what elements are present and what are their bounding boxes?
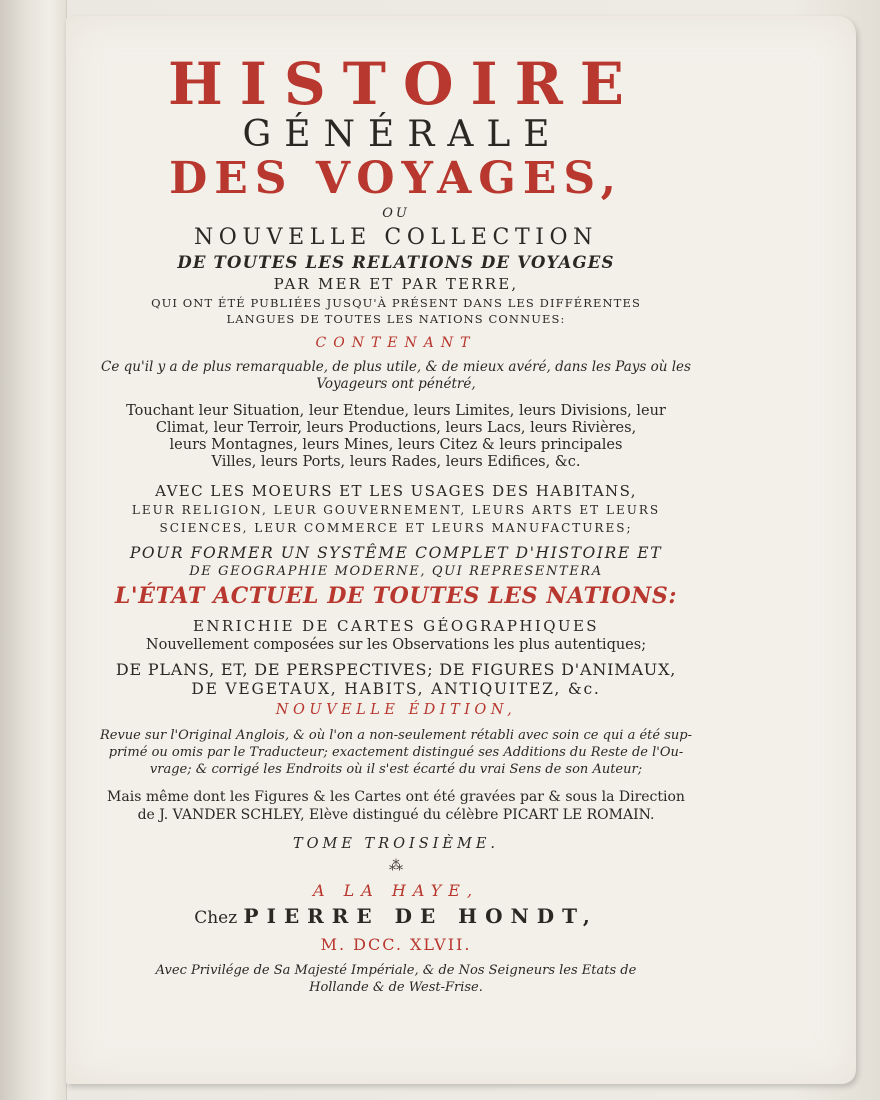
imprint-place: A LA HAYE, [312,881,480,900]
mais-line-1: Mais même dont les Figures & les Cartes ont été gravées par & sous la Direction [107,789,685,805]
imprint-publisher: PIERRE DE HONDT, [243,904,598,928]
title-ou: OU [382,206,410,221]
enrichie-observations: Nouvellement composées sur les Observations les plus autentiques; [145,637,647,653]
touchant-line-4: Villes, leurs Ports, leurs Rades, leurs Edifices, &c. [211,454,581,470]
imprint-publisher-line [96,902,696,932]
systeme-etat-actuel: L'ÉTAT ACTUEL DE TOUTES LES NATIONS: [114,583,678,609]
contenant-heading: CONTENANT [315,335,477,351]
enrichie-vegetaux: DE VEGETAUX, HABITS, ANTIQUITEZ, &c. [191,680,601,698]
moeurs-line-2: LEUR RELIGION, LEUR GOUVERNEMENT, LEURS ARTS ET LEURS [131,503,661,517]
subtitle-mer-terre: PAR MER ET PAR TERRE, [273,275,519,293]
subtitle-nouvelle-collection: NOUVELLE COLLECTION [193,225,599,250]
tome-troisieme: TOME TROISIÈME. [292,836,500,852]
title-page-text [96,52,696,996]
privilege-line-1: Avec Privilége de Sa Majesté Impériale, & de Nos Seigneurs les Etats de [155,963,637,978]
title-des-voyages: DES VOYAGES, [169,153,623,204]
subtitle-publiees: QUI ONT ÉTÉ PUBLIÉES JUSQU'À PRÉSENT DANS LES DIFFÉRENTES [151,296,641,310]
enrichie-plans: DE PLANS, ET, DE PERSPECTIVES; DE FIGURES D'ANIMAUX, [115,660,677,679]
enrichie-cartes: ENRICHIE DE CARTES GÉOGRAPHIQUES [193,617,599,635]
revue-line-3: vrage; & corrigé les Endroits où il s'est écarté du vrai Sens de son Auteur; [149,762,643,777]
imprint-chez: Chez [194,908,238,928]
moeurs-line-3: SCIENCES, LEUR COMMERCE ET LEURS MANUFACTURES; [159,521,633,535]
contenant-intro-2: Voyageurs ont pénétré, [316,376,476,392]
title-histoire: HISTOIRE [167,50,642,118]
revue-line-2: primé ou omis par le Traducteur; exactement distingué ses Additions du Reste de l'Ou- [108,745,684,760]
touchant-line-2: Climat, leur Terroir, leurs Productions, leurs Lacs, leurs Rivières, [155,420,637,436]
mais-line-2: de J. VANDER SCHLEY, Elève distingué du célèbre PICART LE ROMAIN. [137,807,655,823]
subtitle-relations: DE TOUTES LES RELATIONS DE VOYAGES [177,253,615,272]
revue-line-1: Revue sur l'Original Anglois, & où l'on a non-seulement rétabli avec soin ce qui a été sup- [99,728,692,743]
privilege-line-2: Hollande & de West-Frise. [309,980,483,995]
contenant-intro-1: Ce qu'il y a de plus remarquable, de plus utile, & de mieux avéré, dans les Pays où les [101,359,691,375]
touchant-line-1: Touchant leur Situation, leur Etendue, leurs Limites, leurs Divisions, leur [126,403,666,419]
subtitle-langues: LANGUES DE TOUTES LES NATIONS CONNUES: [226,312,566,326]
systeme-line-2: DE GEOGRAPHIE MODERNE, QUI REPRESENTERA [189,564,603,579]
nouvelle-edition-heading: NOUVELLE ÉDITION, [275,702,517,718]
imprint-year: M. DCC. XLVII. [320,935,472,954]
touchant-line-3: leurs Montagnes, leurs Mines, leurs Citez & leurs principales [169,437,623,453]
printers-ornament: ⁂ [389,858,403,874]
moeurs-line-1: AVEC LES MOEURS ET LES USAGES DES HABITANS, [155,482,637,500]
book-binding-edge [0,0,67,1100]
title-generale: GÉNÉRALE [242,114,563,155]
systeme-line-1: POUR FORMER UN SYSTÊME COMPLET D'HISTOIRE ET [129,544,663,562]
